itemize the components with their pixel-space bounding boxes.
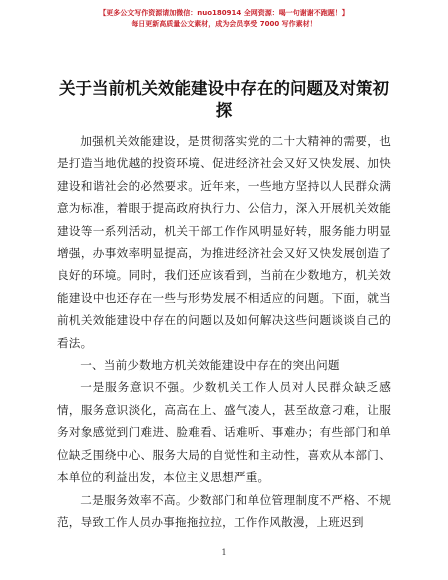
paragraph-intro: 加强机关效能建设，是贯彻落实党的二十大精神的需要，也是打造当地优越的投资环境、促进经济社会又好又快发展、加快建设和谐社会的必然要求。近年来，一些地方坚持以人民群众满意为标准，着眼于提高政府执行力、公信力，深入开展机关效能建设等一系列活动，机关干部工作作风明显好转，服务能力明显增强，办事效率明显提高，为推进经济社会又好又快发展创造了良好的环境。同时，我们还应该看到，当前在少数地方，机关效能建设中也还存在一些与形势发展不相适应的问题。下面，就当前机关效能建设中存在的问题以及如何解决这些问题谈谈自己的看法。 bbox=[57, 134, 391, 350]
section-heading: 一、当前少数地方机关效能建设中存在的突出问题 bbox=[80, 358, 340, 373]
page-number: 1 bbox=[221, 548, 227, 557]
promo-banner-line-2: 每日更新高质量公文素材，成为会员享受 7000 写作素材！ bbox=[131, 20, 317, 28]
promo-banner bbox=[0, 8, 448, 30]
paragraph-point-1: 一是服务意识不强。少数机关工作人员对人民群众缺乏感情，服务意识淡化，高高在上、盛气凌人，甚至故意刁难，让服务对象感觉到门难进、脸难看、话难听、事难办；有些部门和单位缺乏围绕中心、服务大局的自觉性和主动性，喜欢从本部门、本单位的利益出发，本位主义思想严重。 bbox=[57, 380, 391, 485]
document-body bbox=[57, 130, 391, 533]
promo-banner-line-1: 【更多公文写作资源请加微信：nuo180914 全网资源：喝一句谢谢不跑题！】 bbox=[99, 9, 349, 17]
paragraph-point-2: 二是服务效率不高。少数部门和单位管理制度不严格、不规范，导致工作人员办事拖拖拉拉，工作作风散漫，上班迟到 bbox=[57, 492, 391, 529]
document-title: 关于当前机关效能建设中存在的问题及对策初探 bbox=[59, 79, 389, 120]
